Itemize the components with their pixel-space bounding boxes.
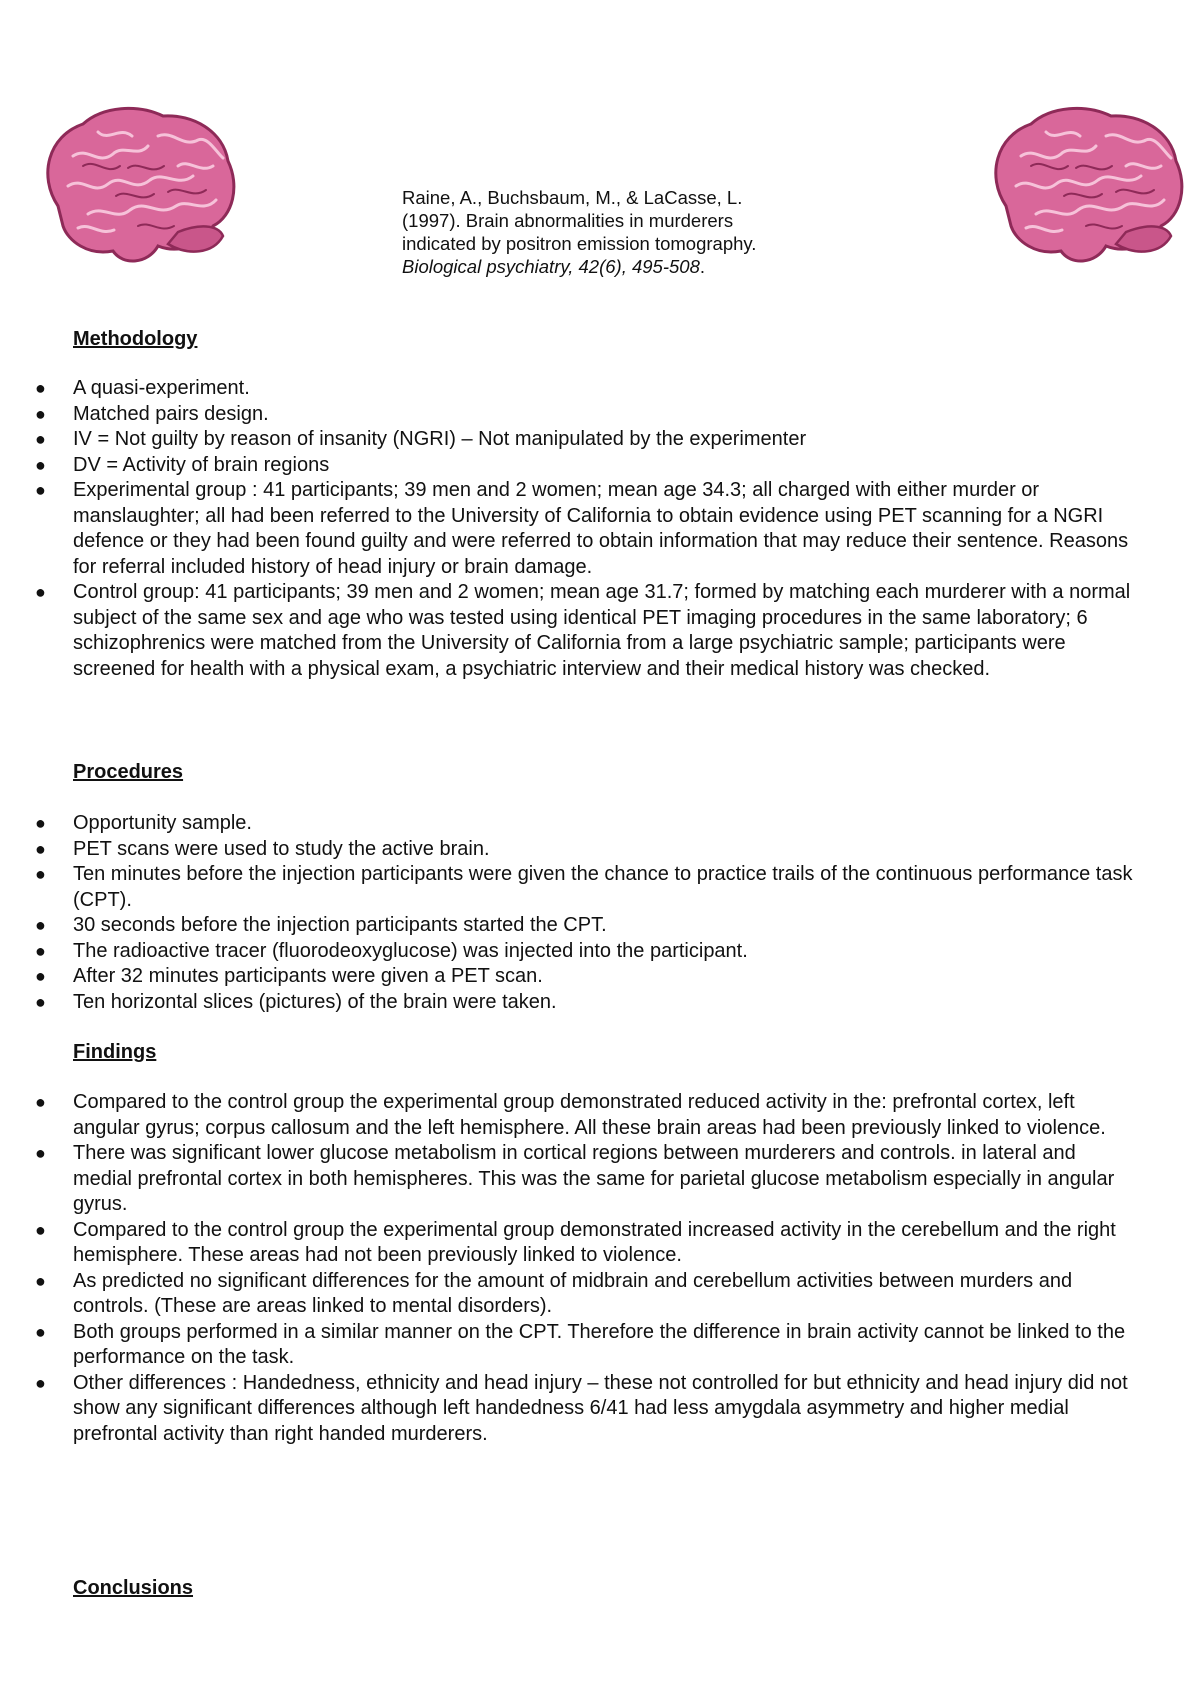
list-item xyxy=(0,837,1140,863)
list-item-text: 30 seconds before the injection participants started the CPT. xyxy=(73,914,607,936)
brain-icon xyxy=(28,96,248,286)
list-item-text: PET scans were used to study the active brain. xyxy=(73,837,490,860)
citation-end: . xyxy=(699,256,706,277)
list-item xyxy=(0,1269,1140,1320)
list-item-text: Control group: 41 participants; 39 men and 2 women; mean age 31.7; formed by matching each murderer with a normal subject of the same sex and age who was tested using identical PET imaging procedures in the same laboratory; 6 schizophrenics were matched from the University of California from a large psychiatric sample; participants were screened for health with a physical exam, a psychiatric interview and their medical history was checked. xyxy=(73,581,1131,680)
bullet-icon: ● xyxy=(35,915,46,935)
bullet-icon: ● xyxy=(35,966,46,986)
citation xyxy=(402,186,782,278)
bullet-icon: ● xyxy=(35,940,46,961)
list-item xyxy=(0,402,1140,428)
bullet-icon: ● xyxy=(35,403,46,424)
brain-illustration-left xyxy=(28,96,248,286)
list-item xyxy=(0,453,1140,479)
list-item-text: Other differences : Handedness, ethnicity and head injury – these not controlled for but ethnicity and head injury did not show any significant differences although left handedness 6/41 had less amygdala asymmetry and higher medial prefrontal activity than right handed murderers. xyxy=(73,1371,1128,1445)
list-item-text: Both groups performed in a similar manner on the CPT. Therefore the difference in brain activity cannot be linked to the performance on the task. xyxy=(73,1320,1126,1368)
bullet-icon: ● xyxy=(35,991,46,1012)
bullet-icon: ● xyxy=(35,378,46,398)
list-item xyxy=(0,964,1140,990)
list-item xyxy=(0,939,1140,965)
list-item-text: Ten minutes before the injection participants were given the chance to practice trails of the continuous performance task (CPT). xyxy=(73,863,1133,911)
list-item xyxy=(0,1141,1140,1218)
list-item xyxy=(0,1320,1140,1371)
list-item xyxy=(0,580,1140,682)
brain-illustration-right xyxy=(976,96,1196,286)
bullet-icon: ● xyxy=(35,480,46,500)
list-item-text: There was significant lower glucose metabolism in cortical regions between murderers and controls. in lateral and medial prefrontal cortex in both hemispheres. This was the same for parietal glucose metabolism especially in angular gyrus. xyxy=(73,1142,1115,1215)
list-item xyxy=(0,427,1140,453)
procedures-heading: Procedures xyxy=(73,761,184,783)
citation-text: Raine, A., Buchsbaum, M., & LaCasse, L. (1997). Brain abnormalities in murderers indicated by positron emission tomography. xyxy=(402,187,757,254)
list-item xyxy=(0,1218,1140,1269)
findings-heading: Findings xyxy=(73,1041,157,1063)
list-item-text: Opportunity sample. xyxy=(73,812,252,834)
brain-icon xyxy=(976,96,1196,286)
bullet-icon: ● xyxy=(35,1270,46,1291)
procedures-list xyxy=(0,811,1140,1015)
list-item-text: Compared to the control group the experimental group demonstrated increased activity in the cerebellum and the right hemisphere. These areas had not been previously linked to violence. xyxy=(73,1218,1116,1266)
citation-journal: Biological psychiatry, 42(6), 495-508 xyxy=(402,256,700,277)
list-item-text: DV = Activity of brain regions xyxy=(73,453,330,476)
bullet-icon: ● xyxy=(35,429,46,449)
list-item xyxy=(0,913,1140,939)
bullet-icon: ● xyxy=(35,454,46,475)
list-item xyxy=(0,1090,1140,1141)
bullet-icon: ● xyxy=(35,1321,46,1342)
list-item-text: The radioactive tracer (fluorodeoxyglucose) was injected into the participant. xyxy=(73,939,748,962)
list-item-text: As predicted no significant differences for the amount of midbrain and cerebellum activities between murders and controls. (These are areas linked to mental disorders). xyxy=(73,1269,1073,1317)
conclusions-heading: Conclusions xyxy=(73,1577,194,1599)
list-item-text: After 32 minutes participants were given a PET scan. xyxy=(73,965,543,987)
bullet-icon: ● xyxy=(35,1143,46,1163)
findings-list xyxy=(0,1090,1140,1447)
list-item-text: Compared to the control group the experimental group demonstrated reduced activity in the: prefrontal cortex, left angular gyrus; corpus callosum and the left hemisphere. All these brain areas had been previously linked to violence. xyxy=(73,1091,1106,1139)
list-item xyxy=(0,478,1140,580)
bullet-icon: ● xyxy=(35,582,46,602)
list-item-text: Matched pairs design. xyxy=(73,402,269,425)
bullet-icon: ● xyxy=(35,838,46,859)
list-item-text: Ten horizontal slices (pictures) of the brain were taken. xyxy=(73,990,557,1013)
bullet-icon: ● xyxy=(35,813,46,833)
methodology-heading: Methodology xyxy=(73,328,198,350)
bullet-icon: ● xyxy=(35,1092,46,1112)
list-item-text: IV = Not guilty by reason of insanity (NGRI) – Not manipulated by the experimenter xyxy=(73,428,807,450)
list-item-text: A quasi-experiment. xyxy=(73,377,250,399)
list-item xyxy=(0,1371,1140,1448)
methodology-list xyxy=(0,376,1140,682)
list-item xyxy=(0,862,1140,913)
list-item xyxy=(0,811,1140,837)
bullet-icon: ● xyxy=(35,1219,46,1240)
list-item xyxy=(0,376,1140,402)
bullet-icon: ● xyxy=(35,1372,46,1393)
list-item xyxy=(0,990,1140,1016)
list-item-text: Experimental group : 41 participants; 39 men and 2 women; mean age 34.3; all charged with either murder or manslaughter; all had been referred to the University of California to obtain evidence using PET scanning for a NGRI defence or they had been found guilty and were referred to obtain information that may reduce their sentence. Reasons for referral included history of head injury or brain damage. xyxy=(73,479,1129,578)
bullet-icon: ● xyxy=(35,864,46,884)
